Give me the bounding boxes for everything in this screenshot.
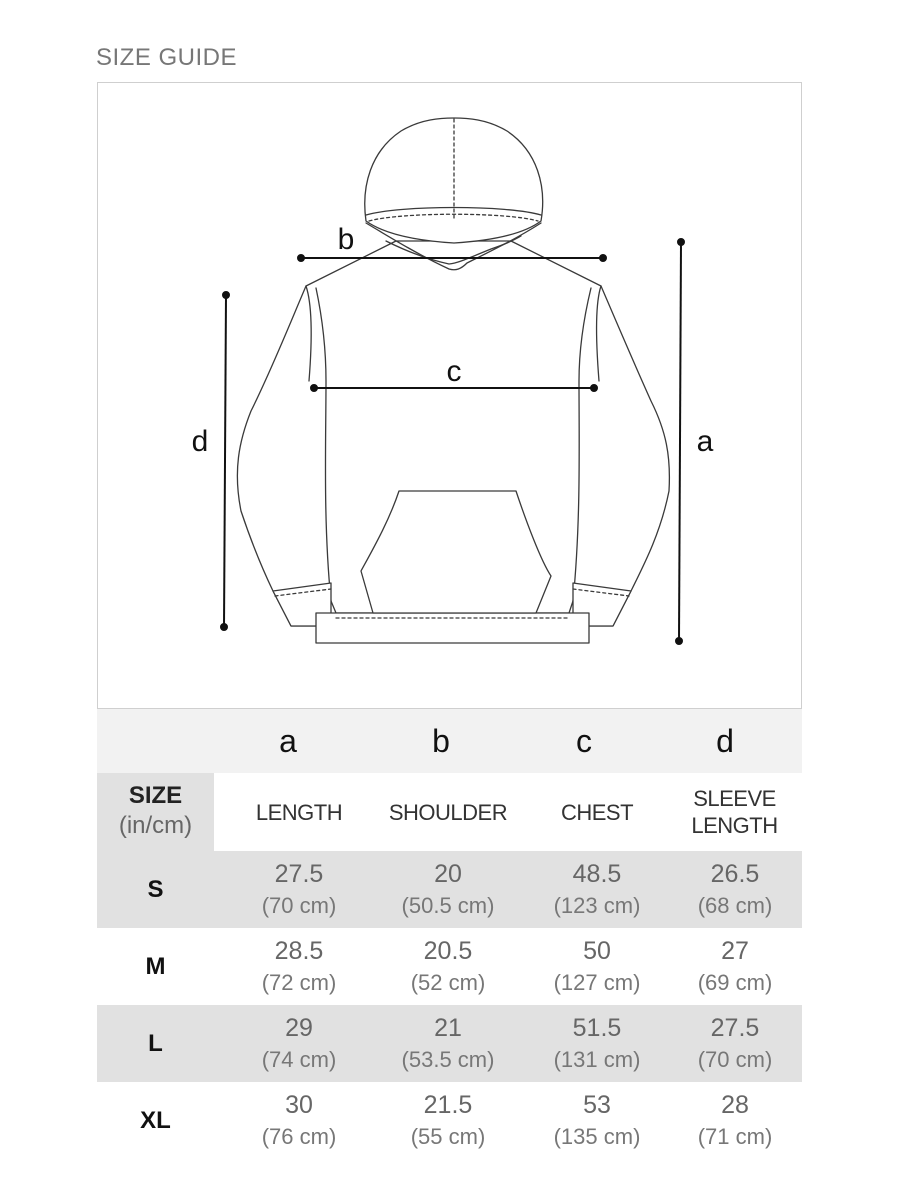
table-cell bbox=[214, 1082, 384, 1159]
table-row bbox=[97, 928, 802, 1005]
table-cell bbox=[369, 851, 527, 928]
inch-value: 26.5 bbox=[710, 860, 760, 888]
cm-value: (72 cm) bbox=[261, 970, 337, 995]
column-letter: c bbox=[576, 723, 592, 759]
column-header-label-line2: LENGTH bbox=[691, 813, 778, 838]
column-header bbox=[214, 773, 384, 851]
table-cell bbox=[369, 1005, 527, 1082]
table-row bbox=[97, 851, 802, 928]
column-header bbox=[369, 773, 527, 851]
table-letter-row bbox=[97, 709, 802, 773]
table-cell bbox=[214, 1005, 384, 1082]
column-letter: d bbox=[716, 723, 734, 759]
column-header bbox=[527, 773, 667, 851]
cm-value: (50.5 cm) bbox=[401, 893, 495, 918]
table-cell bbox=[527, 928, 667, 1005]
inch-value: 27.5 bbox=[274, 860, 324, 888]
table-row bbox=[97, 1082, 802, 1159]
table-cell bbox=[659, 1082, 811, 1159]
table-cell bbox=[659, 851, 811, 928]
inch-value: 29 bbox=[285, 1014, 313, 1042]
inch-value: 21 bbox=[434, 1014, 462, 1042]
hoodie-drawing bbox=[98, 83, 803, 710]
inch-value: 48.5 bbox=[572, 860, 622, 888]
column-letter: a bbox=[279, 723, 297, 759]
table-cell bbox=[214, 851, 384, 928]
cm-value: (123 cm) bbox=[553, 893, 641, 918]
size-header-title: SIZE bbox=[128, 782, 183, 809]
table-cell bbox=[527, 1005, 667, 1082]
inch-value: 51.5 bbox=[572, 1014, 622, 1042]
hoodie-diagram bbox=[97, 82, 802, 709]
table-cell bbox=[369, 928, 527, 1005]
cm-value: (70 cm) bbox=[261, 893, 337, 918]
label-a: a bbox=[696, 425, 714, 458]
table-cell bbox=[527, 1082, 667, 1159]
inch-value: 27.5 bbox=[710, 1014, 760, 1042]
cm-value: (68 cm) bbox=[697, 893, 773, 918]
inch-value: 20.5 bbox=[423, 937, 473, 965]
cm-value: (74 cm) bbox=[261, 1047, 337, 1072]
table-row bbox=[97, 1005, 802, 1082]
inch-value: 30 bbox=[285, 1091, 313, 1119]
table-cell bbox=[659, 1005, 811, 1082]
column-header bbox=[667, 773, 802, 851]
table-cell bbox=[659, 928, 811, 1005]
size-header bbox=[97, 773, 214, 851]
cm-value: (127 cm) bbox=[553, 970, 641, 995]
column-header-label: SLEEVE bbox=[693, 786, 776, 811]
label-b: b bbox=[337, 223, 355, 256]
inch-value: 27 bbox=[721, 937, 749, 965]
size-label: M bbox=[145, 953, 166, 980]
inch-value: 28.5 bbox=[274, 937, 324, 965]
cm-value: (76 cm) bbox=[261, 1124, 337, 1149]
inch-value: 50 bbox=[583, 937, 611, 965]
size-header-units: (in/cm) bbox=[118, 812, 193, 839]
column-header-label: SHOULDER bbox=[388, 799, 508, 825]
table-header-row bbox=[97, 773, 802, 851]
cm-value: (55 cm) bbox=[410, 1124, 486, 1149]
inch-value: 21.5 bbox=[423, 1091, 473, 1119]
cm-value: (52 cm) bbox=[410, 970, 486, 995]
cm-value: (69 cm) bbox=[697, 970, 773, 995]
column-letter: b bbox=[432, 723, 450, 759]
inch-value: 28 bbox=[721, 1091, 749, 1119]
column-header-label: CHEST bbox=[560, 799, 634, 825]
cm-value: (70 cm) bbox=[697, 1047, 773, 1072]
size-label: XL bbox=[140, 1107, 171, 1134]
table-cell bbox=[527, 851, 667, 928]
cm-value: (53.5 cm) bbox=[401, 1047, 495, 1072]
cm-value: (131 cm) bbox=[553, 1047, 641, 1072]
inch-value: 53 bbox=[583, 1091, 611, 1119]
label-d: d bbox=[191, 425, 209, 458]
table-cell bbox=[214, 928, 384, 1005]
inch-value: 20 bbox=[434, 860, 462, 888]
table-cell bbox=[369, 1082, 527, 1159]
cm-value: (71 cm) bbox=[697, 1124, 773, 1149]
cm-value: (135 cm) bbox=[553, 1124, 641, 1149]
column-header-label: LENGTH bbox=[255, 799, 343, 825]
label-c: c bbox=[446, 355, 462, 388]
size-label: L bbox=[148, 1030, 163, 1057]
size-label: S bbox=[147, 876, 164, 903]
page-title: SIZE GUIDE bbox=[96, 44, 238, 71]
